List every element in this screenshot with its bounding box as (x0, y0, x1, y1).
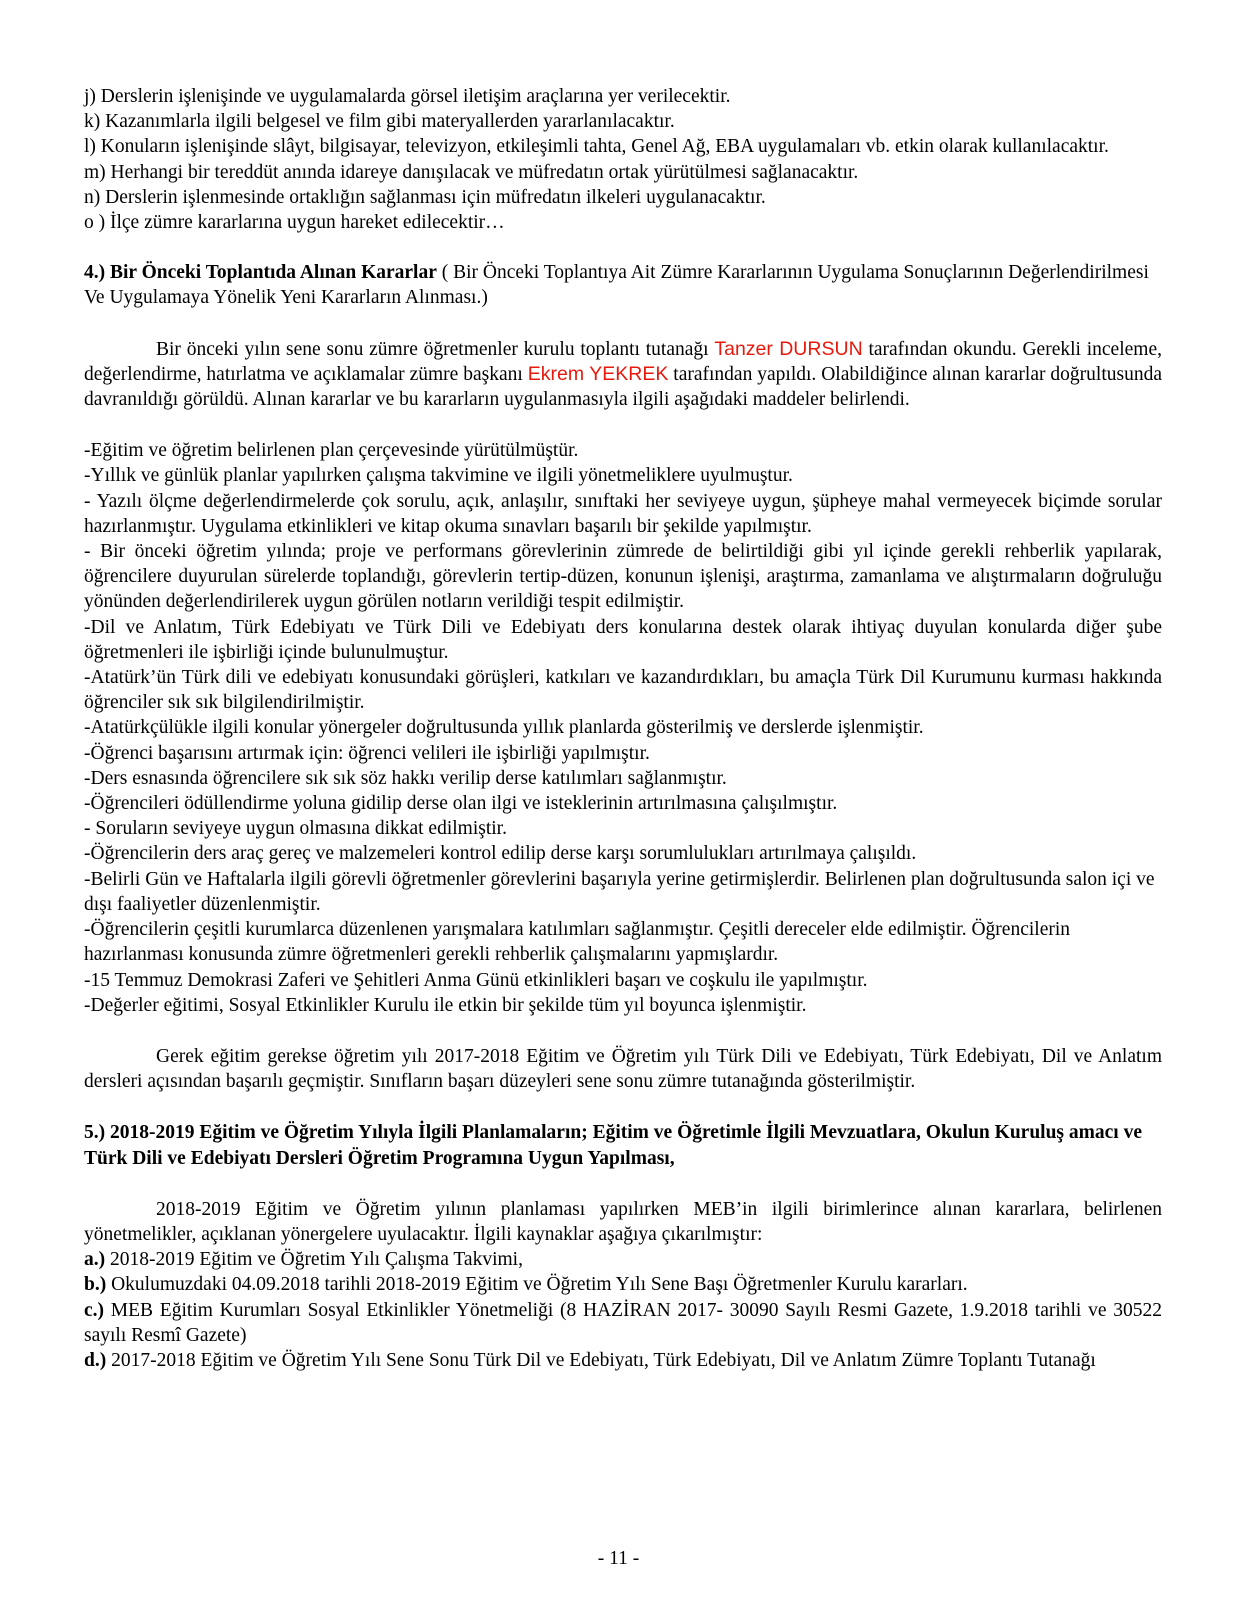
secretary-name: Tanzer DURSUN (714, 337, 863, 360)
source-label: c.) (84, 1299, 105, 1321)
section-4-heading (84, 260, 1162, 310)
source-text: MEB Eğitim Kurumları Sosyal Etkinlikler Yönetmeliği (8 HAZİRAN 2017- 30090 Sayılı Resmi Gazete, 1.9.2018 tarihli ve 30522 sayılı Resmî Gazete) (84, 1299, 1162, 1346)
section-5-heading (84, 1120, 1162, 1170)
spacer (84, 311, 1162, 337)
chair-name: Ekrem YEKREK (527, 362, 669, 385)
source-label: d.) (84, 1349, 107, 1371)
list-item: -Eğitim ve öğretim belirlenen plan çerçevesinde yürütülmüştür. (84, 440, 579, 462)
list-item: l) Konuların işlenişinde slâyt, bilgisayar, televizyon, etkileşimli tahta, Genel Ağ, EBA uygulamaları vb. etkin olarak kullanılacaktır. (84, 136, 1109, 158)
section-4-number: 4.) (84, 262, 106, 284)
source-text: Okulumuzdaki 04.09.2018 tarihli 2018-2019 Eğitim ve Öğretim Yılı Sene Başı Öğretmenler Kurulu kararları. (106, 1274, 968, 1296)
spacer (84, 412, 1162, 438)
page-content (84, 84, 1162, 1373)
list-item (84, 1247, 1162, 1272)
section-5-title: 2018-2019 Eğitim ve Öğretim Yılıyla İlgili Planlamaların; Eğitim ve Öğretimle İlgili Mevzuatlara, Okulun Kuruluş amacı ve Türk Dili ve Edebiyatı Dersleri Öğretim Programına Uygun Yapılması, (84, 1122, 1142, 1169)
intro-text: tarafından okundu. Gerekli inceleme, değerlendirme, hatırlatma ve açıklamalar zümre başkanı (84, 338, 1162, 385)
list-item: -Ders esnasında öğrencilere sık sık söz hakkı verilip derse katılımları sağlanmıştır. (84, 767, 727, 789)
section-4-conclusion: Gerek eğitim gerekse öğretim yılı 2017-2018 Eğitim ve Öğretim yılı Türk Dili ve Edebiyatı, Türk Edebiyatı, Dil ve Anlatım dersleri açısından başarılı geçmiştir. Sınıfların başarı düzeyleri sene sonu zümre tutanağında gösterilmiştir. (84, 1045, 1162, 1093)
list-item: m) Herhangi bir tereddüt anında idareye danışılacak ve müfredatın ortak yürütülmesi sağlanacaktır. (84, 161, 859, 183)
list-item: k) Kazanımlarla ilgili belgesel ve film gibi materyallerden yararlanılacaktır. (84, 111, 675, 133)
continued-list (84, 84, 1162, 235)
source-text: 2018-2019 Eğitim ve Öğretim Yılı Çalışma Takvimi, (105, 1249, 523, 1271)
decisions-list (84, 438, 1162, 1018)
spacer (84, 1171, 1162, 1197)
list-item: - Bir önceki öğretim yılında; proje ve performans görevlerinin zümrede de belirtildiği gibi yıl içinde gerekli rehberlik yapılarak, öğrencilere duyurulan sürelerde toplandığı, görevlerin tertip-düzen, konunun işlenişi, araştırma, zamanlama ve alıştırmaların doğruluğu yönünden değerlendirilerek uygun görülen notların verildiği tespit edilmiştir. (84, 541, 1162, 613)
list-item: -Atatürk’ün Türk dili ve edebiyatı konusundaki görüşleri, katkıları ve kazandırdıkları, bu amaçla Türk Dil Kurumunu kurması hakkında öğrenciler sık sık bilgilendirilmiştir. (84, 667, 1162, 714)
section-4-subtitle: ( Bir Önceki Toplantıya Ait Zümre Kararlarının Uygulama Sonuçlarının Değerlendirilmesi Ve Uygulamaya Yönelik Yeni Kararların Alınması.) (84, 262, 1149, 309)
section-4-intro (84, 337, 1162, 413)
list-item: - Soruların seviyeye uygun olmasına dikkat edilmiştir. (84, 818, 507, 840)
spacer (84, 1018, 1162, 1044)
list-item: -Öğrencileri ödüllendirme yoluna gidilip derse olan ilgi ve isteklerinin artırılmasına çalışılmıştır. (84, 793, 838, 815)
list-item (84, 1298, 1162, 1348)
list-item: -Öğrenci başarısını artırmak için: öğrenci velileri ile işbirliği yapılmıştır. (84, 742, 650, 764)
list-item: -Öğrencilerin ders araç gereç ve malzemeleri kontrol edilip derse karşı sorumlulukları artırılmaya çalışıldı. (84, 843, 917, 865)
list-item: j) Derslerin işlenişinde ve uygulamalarda görsel iletişim araçlarına yer verilecektir. (84, 86, 731, 107)
sources-list (84, 1247, 1162, 1373)
list-item: n) Derslerin işlenmesinde ortaklığın sağlanması için müfredatın ilkeleri uygulanacaktır. (84, 186, 766, 208)
list-item: -15 Temmuz Demokrasi Zaferi ve Şehitleri Anma Günü etkinlikleri başarı ve coşkulu ile yapılmıştır. (84, 969, 868, 991)
section-5-intro: 2018-2019 Eğitim ve Öğretim yılının planlaması yapılırken MEB’in ilgili birimlerince alınan kararlara, belirlenen yönetmelikler, açıklanan yönergelere uyulacaktır. İlgili kaynaklar aşağıya çıkarılmıştır: (84, 1198, 1162, 1245)
list-item: -Değerler eğitimi, Sosyal Etkinlikler Kurulu ile etkin bir şekilde tüm yıl boyunca işlenmiştir. (84, 994, 807, 1016)
page-number: - 11 - (597, 1548, 640, 1569)
list-item (84, 1348, 1162, 1373)
list-item: - Yazılı ölçme değerlendirmelerde çok sorulu, açık, anlaşılır, sınıftaki her seviyeye uygun, şüpheye mahal vermeyecek biçimde sorular hazırlanmıştır. Uygulama etkinlikleri ve kitap okuma sınavları başarılı bir şekilde yapılmıştır. (84, 490, 1162, 537)
list-item: -Öğrencilerin çeşitli kurumlarca düzenlenen yarışmalara katılımları sağlanmıştır. Çeşitli dereceler elde edilmiştir. Öğrencilerin hazırlanması konusunda zümre öğretmenleri gerekli rehberlik çalışmalarını yapmışlardır. (84, 919, 1071, 966)
intro-text: tarafından yapıldı. Olabildiğince alınan kararlar doğrultusunda davranıldığı görüldü. Alınan kararlar ve bu kararların uygulanmasıyla ilgili aşağıdaki maddeler belirlendi. (84, 363, 1162, 411)
section-5-number: 5.) (84, 1122, 106, 1144)
intro-text: Bir önceki yılın sene sonu zümre öğretmenler kurulu toplantı tutanağı (156, 338, 715, 360)
spacer (84, 1094, 1162, 1120)
list-item: -Yıllık ve günlük planlar yapılırken çalışma takvimine ve ilgili yönetmeliklere uyulmuştur. (84, 465, 793, 487)
list-item: o ) İlçe zümre kararlarına uygun hareket edilecektir… (84, 212, 505, 234)
source-text: 2017-2018 Eğitim ve Öğretim Yılı Sene Sonu Türk Dil ve Edebiyatı, Türk Edebiyatı, Dil ve Anlatım Zümre Toplantı Tutanağı (106, 1349, 1096, 1371)
list-item: -Dil ve Anlatım, Türk Edebiyatı ve Türk Dili ve Edebiyatı ders konularına destek olarak ihtiyaç duyulan konularda diğer şube öğretmenleri ile işbirliği içinde bulunulmuştur. (84, 616, 1162, 663)
list-item (84, 1272, 1162, 1297)
section-4-title: Bir Önceki Toplantıda Alınan Kararlar (110, 262, 437, 284)
source-label: b.) (84, 1274, 107, 1296)
source-label: a.) (84, 1249, 106, 1271)
list-item: -Atatürkçülükle ilgili konular yönergeler doğrultusunda yıllık planlarda gösterilmiş ve derslerde işlenmiştir. (84, 717, 924, 739)
list-item: -Belirli Gün ve Haftalarla ilgili görevli öğretmenler görevlerini başarıyla yerine getirmişlerdir. Belirlenen plan doğrultusunda salon içi ve dışı faaliyetler düzenlenmiştir. (84, 868, 1155, 915)
spacer (84, 235, 1162, 260)
